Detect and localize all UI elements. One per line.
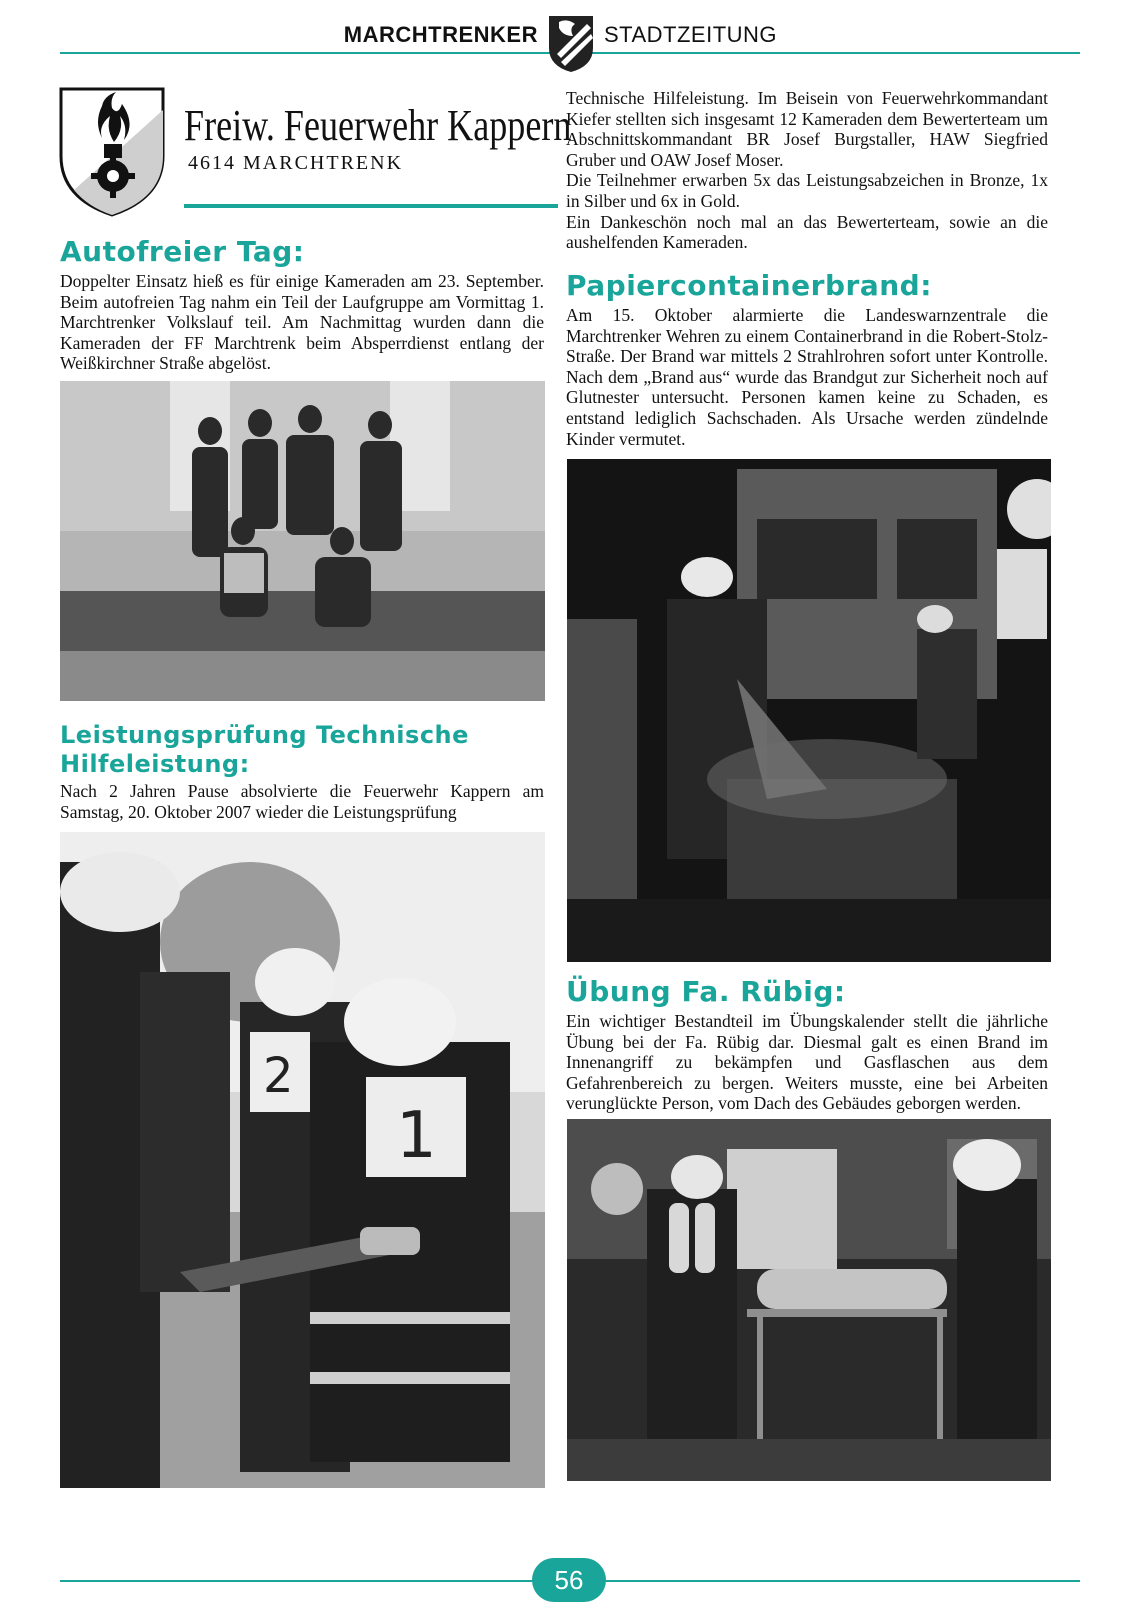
text-leistungspruefung-continued: [566, 88, 1048, 253]
photo-running-group: [60, 381, 545, 701]
heading-leistungspruefung-line1: Leistungsprüfung Technische: [60, 721, 469, 749]
city-crest-logo: [547, 14, 595, 74]
header-left-title: MARCHTRENKER: [343, 22, 538, 47]
paragraph: Nach 2 Jahren Pause absolvierte die Feuerwehr Kappern am Samstag, 20. Oktober 2007 wieder die Leistungsprüfung: [60, 781, 544, 822]
text-papiercontainerbrand: [566, 305, 1048, 449]
text-leistungspruefung: [60, 781, 544, 822]
organization-rule: [184, 204, 558, 208]
page-number: 56: [532, 1558, 606, 1602]
heading-autofreier-tag: Autofreier Tag:: [60, 235, 305, 268]
paragraph: Ein wichtiger Bestandteil im Übungskalender stellt die jährliche Übung bei der Fa. Rübig dar. Diesmal galt es einen Brand im Innenangriff zu bekämpfen und Gasflaschen aus dem Gefahrenbereich zu bergen. Weiters musste, eine bei Arbeiten verunglückte Person, vom Dach des Gebäudes geborgen werden.: [566, 1011, 1048, 1114]
organization-name: Freiw. Feuerwehr Kappern: [184, 101, 572, 150]
bib-number-2: 2: [263, 1048, 294, 1104]
paragraph: Doppelter Einsatz hieß es für einige Kameraden am 23. September. Beim autofreien Tag nahm ein Teil der Laufgruppe am Vormittag 1. Marchtrenker Volkslauf teil. Am Nachmittag wurden dann die Kameraden der FF Marchtrenk beim Absperrdienst entlang der Weißkirchner Straße abgelöst.: [60, 271, 544, 374]
photo-exercise-ruebig: [567, 1119, 1051, 1481]
text-uebung-ruebig: [566, 1011, 1048, 1114]
heading-papiercontainerbrand: Papiercontainerbrand:: [566, 269, 932, 302]
photo-container-fire: [567, 459, 1051, 962]
paragraph: Am 15. Oktober alarmierte die Landeswarnzentrale die Marchtrenker Wehren zu einem Containerbrand in die Robert-Stolz-Straße. Der Brand war mittels 2 Strahlrohren sofort unter Kontrolle. Nach dem „Brand aus“ wurde das Brandgut zur Sicherheit noch auf Glutnester untersucht. Personen kamen keine zu Schaden, es entstand lediglich Sachschaden. Als Ursache werden zündelnde Kinder vermutet.: [566, 305, 1048, 449]
paragraph: Die Teilnehmer erwarben 5x das Leistungsabzeichen in Bronze, 1x in Silber und 6x in Gold.: [566, 170, 1048, 211]
header-right-title: STADTZEITUNG: [604, 22, 778, 47]
organization-subtitle: 4614 MARCHTRENK: [188, 152, 404, 174]
fire-brigade-crest: [58, 86, 166, 218]
bib-number-1: 1: [396, 1099, 437, 1173]
heading-leistungspruefung-line2: Hilfeleistung:: [60, 750, 250, 778]
paragraph: Ein Dankeschön noch mal an das Bewerterteam, sowie an die aushelfenden Kameraden.: [566, 211, 1048, 253]
photo-rescue-tools: [60, 832, 545, 1488]
paragraph: Technische Hilfeleistung. Im Beisein von Feuerwehrkommandant Kiefer stellten sich insgesamt 12 Kameraden dem Bewerterteam um Abschnittskommandant BR Josef Burgstaller, HAW Siegfried Gruber und OAW Josef Moser.: [566, 88, 1048, 170]
text-autofreier-tag: [60, 271, 544, 374]
heading-uebung-ruebig: Übung Fa. Rübig:: [566, 975, 846, 1008]
